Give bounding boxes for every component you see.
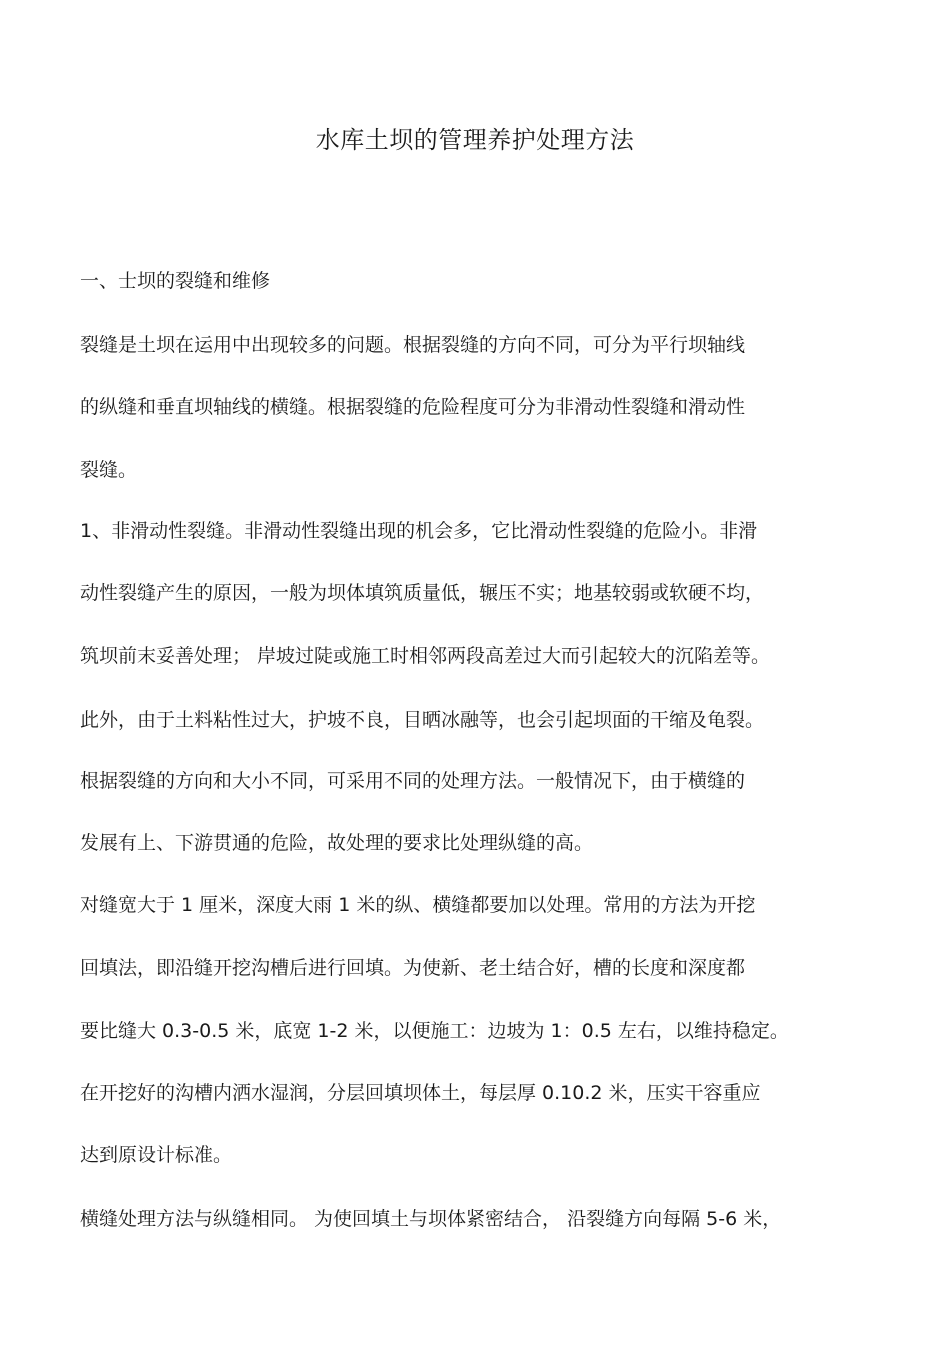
paragraph-line: 发展有上、下游贯通的危险，故处理的要求比处理纵缝的高。 — [80, 832, 594, 854]
section-heading: 一、士坝的裂缝和维修 — [80, 270, 271, 292]
paragraph-line: 裂缝。 — [80, 459, 138, 481]
paragraph-line: 的纵缝和垂直坝轴线的横缝。根据裂缝的危险程度可分为非滑动性裂缝和滑动性 — [80, 396, 746, 418]
paragraph-line: 回填法，即沿缝开挖沟槽后进行回填。为使新、老土结合好，槽的长度和深度都 — [80, 957, 746, 979]
paragraph-line: 动性裂缝产生的原因，一般为坝体填筑质量低，辗压不实；地基较弱或软硬不均， — [80, 582, 765, 604]
paragraph-line: 在开挖好的沟槽内洒水湿润，分层回填坝体土，每层厚 0.10.2 米，压实干容重应 — [80, 1082, 761, 1104]
paragraph-line: 1、非滑动性裂缝。非滑动性裂缝出现的机会多，它比滑动性裂缝的危险小。非滑 — [80, 520, 758, 542]
paragraph-line: 对缝宽大于 1 厘米，深度大雨 1 米的纵、横缝都要加以处理。常用的方法为开挖 — [80, 894, 756, 916]
paragraph-line: 根据裂缝的方向和大小不同，可采用不同的处理方法。一般情况下，由于横缝的 — [80, 770, 746, 792]
paragraph-line: 要比缝大 0.3-0.5 米，底宽 1-2 米，以便施工：边坡为 1：0.5 左右，以维持稳定。 — [80, 1020, 789, 1042]
document-title: 水库土坝的管理养护处理方法 — [315, 126, 635, 154]
paragraph-line: 此外，由于土料粘性过大，护坡不良，目晒冰融等，也会引起坝面的干缩及龟裂。 — [80, 709, 765, 731]
paragraph-line: 横缝处理方法与纵缝相同。 为使回填土与坝体紧密结合， 沿裂缝方向每隔 5-6 米， — [80, 1208, 782, 1230]
paragraph-line: 达到原设计标准。 — [80, 1144, 233, 1166]
paragraph-line: 裂缝是土坝在运用中出现较多的问题。根据裂缝的方向不同，可分为平行坝轴线 — [80, 334, 746, 356]
paragraph-line: 筑坝前末妥善处理； 岸坡过陡或施工时相邻两段高差过大而引起较大的沉陷差等。 — [80, 645, 771, 667]
